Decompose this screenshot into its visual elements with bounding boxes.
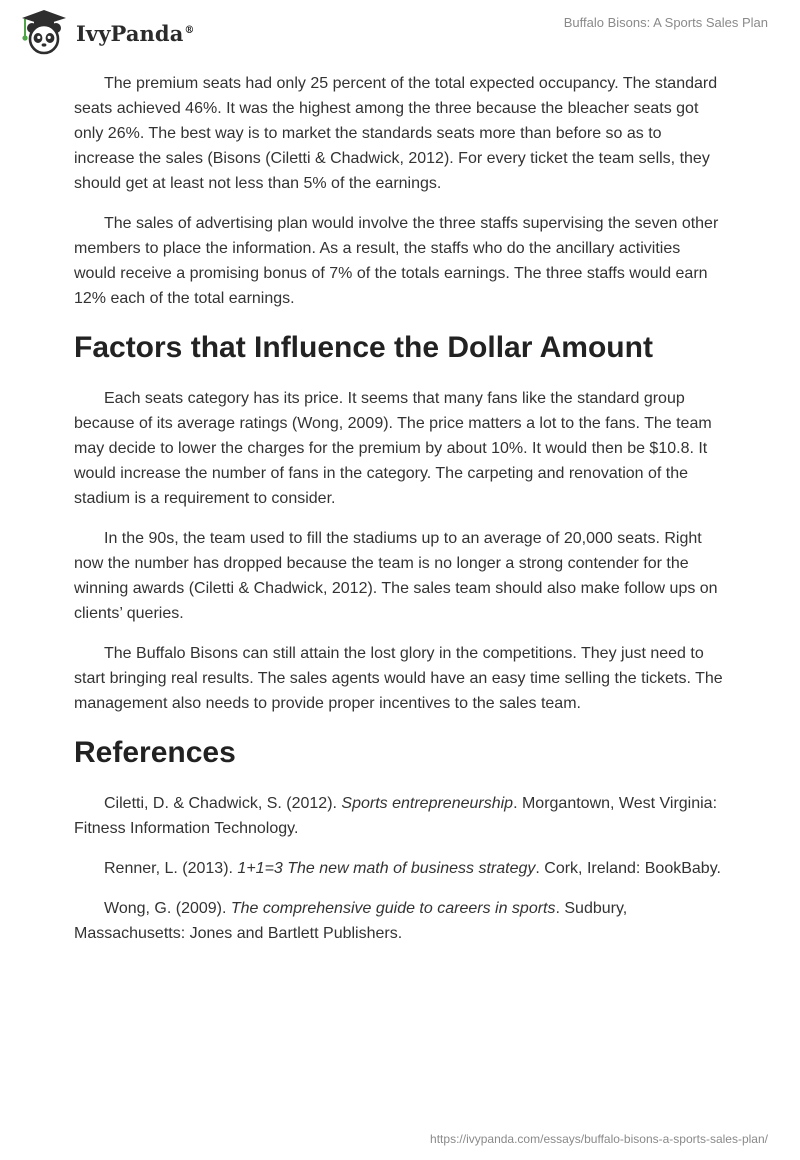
brand-name xyxy=(76,21,195,46)
paragraph-premium-seats: The premium seats had only 25 percent of the total expected occupancy. The standard seats achieved 46%. It was the highest among the three because the bleacher seats got only 26%. The best way is to market the standards seats more than before so as to increase the sales (Bisons (Ciletti & Chadwick, 2012). For every ticket the team sells, they should get at least not less than 5% of the earnings. xyxy=(74,75,718,192)
page-header xyxy=(0,0,800,64)
reference-title: 1+1=3 The new math of business strategy xyxy=(237,860,536,877)
reference-entry xyxy=(74,896,726,946)
paragraph-attendance-history: In the 90s, the team used to fill the stadiums up to an average of 20,000 seats. Right now the number has dropped because the team is no longer a strong contender for the winning awards (Ciletti & Chadwick, 2012). The sales team should also make follow ups on clients’ queries. xyxy=(74,530,718,622)
ivypanda-logo[interactable] xyxy=(14,8,195,56)
reference-entry xyxy=(74,856,726,881)
panda-graduate-icon xyxy=(14,8,70,56)
reference-publisher: . Cork, Ireland: BookBaby. xyxy=(535,860,721,877)
reference-entry xyxy=(74,791,726,841)
section-heading-factors: Factors that Influence the Dollar Amount xyxy=(74,331,653,364)
reference-title: The comprehensive guide to careers in sports xyxy=(230,900,556,917)
reference-authors: Renner, L. (2013). xyxy=(104,860,238,877)
section-heading-references: References xyxy=(74,736,236,769)
source-url[interactable]: https://ivypanda.com/essays/buffalo-bisons-a-sports-sales-plan/ xyxy=(430,1132,768,1146)
essay-content xyxy=(74,71,726,961)
reference-authors: Wong, G. (2009). xyxy=(104,900,231,917)
reference-publisher: . Morgantown, West Virginia: Fitness Information Technology. xyxy=(74,795,718,837)
reference-publisher: . Sudbury, Massachusetts: Jones and Bartlett Publishers. xyxy=(74,900,628,942)
reference-authors: Ciletti, D. & Chadwick, S. (2012). xyxy=(104,795,342,812)
brand-name-text: IvyPanda xyxy=(76,20,184,46)
registered-mark: ® xyxy=(184,24,195,36)
paragraph-seat-prices: Each seats category has its price. It seems that many fans like the standard group because of its average ratings (Wong, 2009). The price matters a lot to the fans. The team may decide to lower the charges for the premium by about 10%. It would then be $10.8. It would increase the number of fans in the category. The carpeting and renovation of the stadium is a requirement to consider. xyxy=(74,390,712,507)
document-title: Buffalo Bisons: A Sports Sales Plan xyxy=(563,15,768,30)
paragraph-advertising-plan: The sales of advertising plan would involve the three staffs supervising the seven other members to place the information. As a result, the staffs who do the ancillary activities would receive a promising bonus of 7% of the totals earnings. The three staffs would earn 12% each of the total earnings. xyxy=(74,215,719,307)
reference-title: Sports entrepreneurship xyxy=(341,795,514,812)
paragraph-lost-glory: The Buffalo Bisons can still attain the lost glory in the competitions. They just need to start bringing real results. The sales agents would have an easy time selling the tickets. The management also needs to provide proper incentives to the sales team. xyxy=(74,645,723,712)
